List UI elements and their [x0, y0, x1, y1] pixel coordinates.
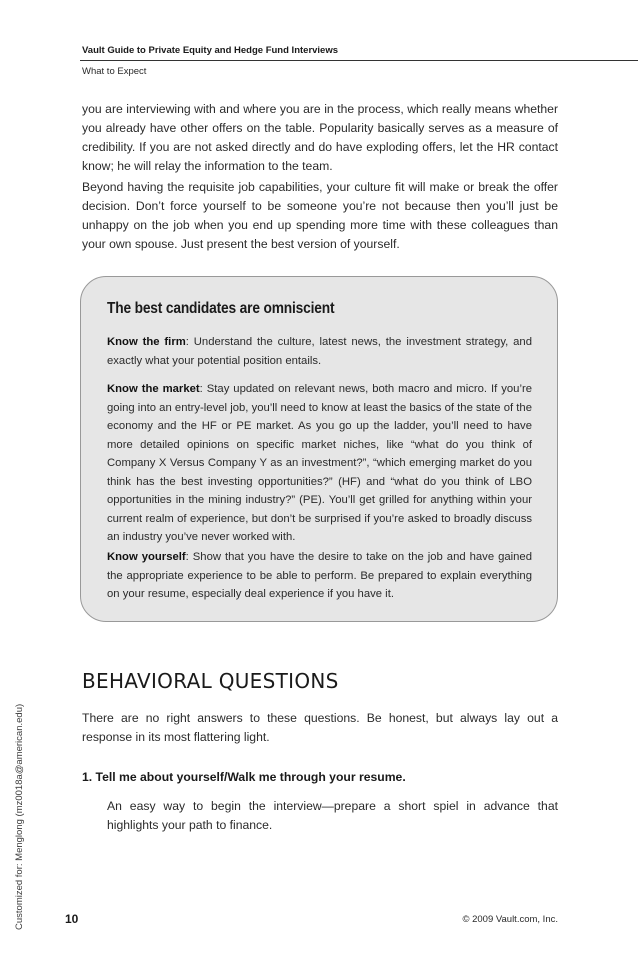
callout-title: The best candidates are omniscient [107, 300, 335, 317]
page-number: 10 [65, 912, 79, 926]
section-heading: BEHAVIORAL QUESTIONS [82, 669, 339, 693]
customized-for-sidebar: Customized for: Menglong (mz0018a@american.edu) [14, 703, 25, 930]
callout-item-know-market [107, 380, 532, 547]
running-header-title: Vault Guide to Private Equity and Hedge Fund Interviews [82, 45, 339, 56]
callout-term: Know yourself [107, 551, 186, 563]
running-header-section: What to Expect [82, 66, 147, 77]
body-paragraph: Beyond having the requisite job capabilities, your culture fit will make or break the offer decision. Don’t force yourself to be someone you’re not because then you’ll just be unhappy on the job when you end up spending more time with these colleagues than your own spouse. Just present the best version of yourself. [82, 180, 558, 251]
header-divider [80, 60, 638, 61]
question-answer: An easy way to begin the interview—prepare a short spiel in advance that highlights your path to finance. [107, 799, 558, 832]
body-paragraph: you are interviewing with and where you are in the process, which really means whether you already have other offers on the table. Popularity basically serves as a measure of credibility. If you are not asked directly and do have exploding offers, let the HR contact know; he will relay the information to the team. [82, 102, 558, 173]
callout-item-know-yourself [107, 548, 532, 604]
section-intro: There are no right answers to these questions. Be honest, but always lay out a response in its most flattering light. [82, 711, 558, 744]
callout-text: : Stay updated on relevant news, both macro and micro. If you’re going into an entry-level job, you’ll need to know at least the basics of the state of the economy and the HF or PE market. As you go up the ladder, you’ll need to have more detailed opinions on specific market niches, like “what do you think of Company X Versus Company Y as an investment?”, “which emerging market do you think has the best investing opportunities?” (HF) and “what do you think of LBO opportunities in the mining industry?” (PE). You’ll get grilled for anything within your current realm of experience, but don’t be surprised if you’re asked to broadly discuss an industry you’ve never worked with. [107, 383, 532, 543]
callout-item-know-firm [107, 333, 532, 370]
callout-text: : Show that you have the desire to take on the job and have gained the appropriate experience to be able to perform. Be prepared to explain everything on your resume, especially deal experience if you have it. [107, 551, 532, 600]
copyright-notice: © 2009 Vault.com, Inc. [462, 914, 558, 925]
callout-term: Know the market [107, 383, 200, 395]
callout-text: : Understand the culture, latest news, the investment strategy, and exactly what your potential position entails. [107, 336, 533, 367]
callout-term: Know the firm [107, 336, 186, 348]
question-heading: 1. Tell me about yourself/Walk me through your resume. [82, 770, 406, 784]
